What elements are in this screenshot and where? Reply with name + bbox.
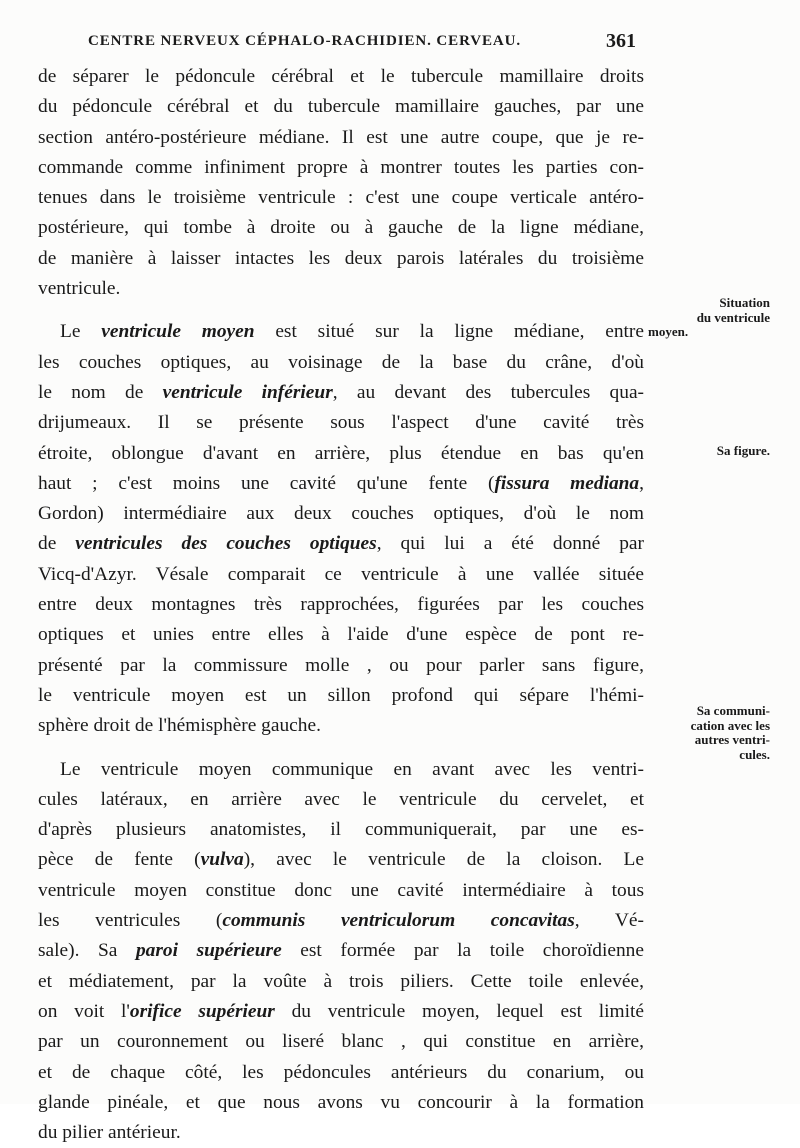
text-run: glande pinéale, et que nous avons vu concourir à la formation xyxy=(38,1091,644,1113)
text-run: cules latéraux, en arrière avec le ventricule du cervelet, et xyxy=(38,788,644,810)
italic-term: ventricule moyen xyxy=(101,321,255,343)
text-line xyxy=(38,651,644,681)
text-run: ), avec le ventricule de la cloison. Le xyxy=(243,849,644,871)
text-line xyxy=(38,439,644,469)
text-run: le ventricule moyen est un sillon profond qui sépare l'hémi- xyxy=(38,684,644,706)
page-number: 361 xyxy=(606,30,636,52)
text-run: commande comme infiniment propre à montrer toutes les parties con- xyxy=(38,156,644,178)
text-run: postérieure, qui tombe à droite ou à gauche de la ligne médiane, xyxy=(38,217,644,239)
text-run: les couches optiques, au voisinage de la base du crâne, d'où xyxy=(38,351,644,373)
italic-term: paroi supérieure xyxy=(135,940,282,962)
text-line xyxy=(38,755,644,785)
text-line xyxy=(38,711,644,741)
margin-note-line: autres ventri- xyxy=(694,732,770,747)
text-run: par un couronnement ou liseré blanc , qui constitue en arrière, xyxy=(38,1031,644,1053)
text-line xyxy=(38,997,644,1027)
text-run: d'après plusieurs anatomistes, il communiquerait, par une es- xyxy=(38,819,644,841)
text-run: tenues dans le troisième ventricule : c'est une coupe verticale antéro- xyxy=(38,187,644,209)
text-run: le nom de xyxy=(38,381,163,403)
margin-note-line: cation avec les xyxy=(690,717,770,733)
text-line xyxy=(38,274,644,304)
margin-note-line: Sa communi- xyxy=(696,703,770,718)
text-line xyxy=(38,876,644,906)
text-line xyxy=(38,815,644,845)
text-run: du ventricule moyen, lequel est limité xyxy=(274,1000,644,1022)
margin-note-line: moyen. xyxy=(648,324,689,339)
text-run: sale). Sa xyxy=(38,940,136,962)
text-line xyxy=(38,499,644,529)
margin-note-line: du ventricule xyxy=(696,309,770,325)
text-line xyxy=(38,620,644,650)
italic-term: ventricule inférieur xyxy=(162,381,333,403)
text-line xyxy=(38,317,644,347)
main-text xyxy=(38,62,644,1148)
running-head: CENTRE NERVEUX CÉPHALO-RACHIDIEN. CERVEAU. xyxy=(88,33,522,49)
text-line xyxy=(38,1027,644,1057)
margin-note-line: Situation xyxy=(719,295,770,310)
text-run: optiques et unies entre elles à l'aide d'une espèce de pont re- xyxy=(38,624,644,646)
text-line xyxy=(38,183,644,213)
text-line xyxy=(38,469,644,499)
text-line xyxy=(38,123,644,153)
text-line xyxy=(38,785,644,815)
text-run: de xyxy=(38,533,76,555)
text-run: on voit l' xyxy=(38,1000,130,1022)
text-line xyxy=(38,213,644,243)
text-line xyxy=(38,244,644,274)
text-line xyxy=(38,153,644,183)
text-run: , au devant des tubercules qua- xyxy=(332,381,645,403)
italic-term: vulva xyxy=(200,849,244,871)
text-line xyxy=(38,560,644,590)
text-line xyxy=(38,590,644,620)
page-header xyxy=(88,30,636,54)
paragraph xyxy=(38,317,644,741)
italic-term: fissura mediana xyxy=(494,472,640,494)
text-line xyxy=(38,348,644,378)
text-line xyxy=(38,845,644,875)
text-run: Le ventricule moyen communique en avant avec les ventri- xyxy=(60,758,644,780)
text-line xyxy=(38,906,644,936)
text-line xyxy=(38,378,644,408)
italic-term: orifice supérieur xyxy=(129,1000,275,1022)
text-run: du pilier antérieur. xyxy=(38,1122,181,1144)
paragraph xyxy=(38,62,644,304)
text-line xyxy=(38,1118,644,1148)
text-run: étroite, oblongue d'avant en arrière, plus étendue en bas qu'en xyxy=(38,442,644,464)
text-line xyxy=(38,936,644,966)
text-run: présenté par la commissure molle , ou pour parler sans figure, xyxy=(38,654,644,676)
text-run: sphère droit de l'hémisphère gauche. xyxy=(38,715,321,737)
text-line xyxy=(38,681,644,711)
text-run: Vicq-d'Azyr. Vésale comparait ce ventricule à une vallée située xyxy=(38,563,644,585)
text-run: est situé sur la ligne médiane, entre xyxy=(254,321,644,343)
text-run: , xyxy=(639,472,644,494)
margin-note-communication xyxy=(648,704,770,762)
text-run: du pédoncule cérébral et du tubercule mamillaire gauches, par une xyxy=(38,96,644,118)
margin-note-situation xyxy=(648,296,770,340)
text-run: ventricule. xyxy=(38,278,121,300)
text-run: pèce de fente ( xyxy=(38,849,201,871)
text-run: haut ; c'est moins une cavité qu'une fente ( xyxy=(38,472,495,494)
margin-note-line: Sa figure. xyxy=(716,443,770,458)
text-line xyxy=(38,1058,644,1088)
paragraph xyxy=(38,755,644,1148)
text-line xyxy=(38,62,644,92)
text-run: Le xyxy=(60,321,102,343)
text-line xyxy=(38,967,644,997)
margin-note-line: cules. xyxy=(739,746,770,762)
text-line xyxy=(38,408,644,438)
text-run: , qui lui a été donné par xyxy=(376,533,644,555)
text-run: les ventricules ( xyxy=(38,910,223,932)
text-line xyxy=(38,1088,644,1118)
text-run: et médiatement, par la voûte à trois piliers. Cette toile enlevée, xyxy=(38,970,644,992)
text-run: ventricule moyen constitue donc une cavité intermédiaire à tous xyxy=(38,879,644,901)
text-run: entre deux montagnes très rapprochées, figurées par les couches xyxy=(38,594,644,616)
text-run: et de chaque côté, les pédoncules antérieurs du conarium, ou xyxy=(38,1061,644,1083)
text-line xyxy=(38,529,644,559)
text-run: Gordon) intermédiaire aux deux couches optiques, d'où le nom xyxy=(38,503,644,525)
text-run: section antéro-postérieure médiane. Il est une autre coupe, que je re- xyxy=(38,126,644,148)
text-run: , Vé- xyxy=(574,910,644,932)
text-run: drijumeaux. Il se présente sous l'aspect d'une cavité très xyxy=(38,412,644,434)
text-run: de manière à laisser intactes les deux parois latérales du troisième xyxy=(38,247,644,269)
italic-term: communis ventriculorum concavitas xyxy=(222,910,575,932)
margin-note-figure xyxy=(648,444,770,459)
text-run: de séparer le pédoncule cérébral et le tubercule mamillaire droits xyxy=(38,66,644,87)
text-line xyxy=(38,92,644,122)
text-run: est formée par la toile choroïdienne xyxy=(281,940,644,962)
italic-term: ventricules des couches optiques xyxy=(75,533,377,555)
